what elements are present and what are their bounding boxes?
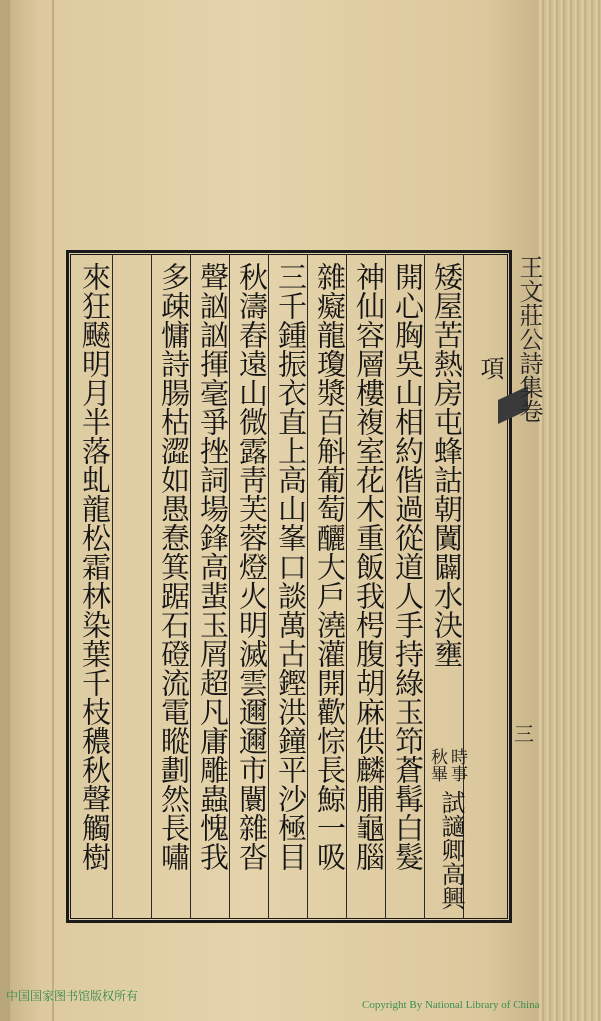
text-column-6: 秋濤舂遠山微露靑芙蓉燈火明滅雲邇邇市闤雜沓 (235, 262, 269, 871)
text-column-5: 三千鍾振衣直上高山峯口談萬古鏗洪鐘平沙極目 (274, 262, 308, 871)
margin-title: 王文莊公詩集卷 (515, 255, 543, 423)
text-column-1: 矮屋苦熱房屯蜂詁朝闐闢水決壅 (430, 262, 464, 668)
text-column-9: 來狂飇明月半落虬龍松霜林染葉千枝穠秋聲觸樹 (78, 262, 112, 871)
text-column-7: 聲訩訩揮毫爭挫詞場鋒高蜚玉屑超凡庸雕蟲愧我 (196, 262, 230, 871)
inline-note-2: 秋畢 (427, 748, 447, 782)
page-edge-stack (538, 0, 601, 1021)
text-column-2: 開心胸吳山相約偕過從道人手持綠玉笻蒼髯白髮 (391, 262, 425, 871)
text-column-3: 神仙容層樓複室花木重飯我枵腹胡麻供麟脯龜腦 (352, 262, 386, 871)
folio-number: 三 (514, 722, 534, 746)
text-column-8: 多疎慵詩腸枯澀如愚惷箕踞石磴流電瞛劃然長嘯 (157, 262, 191, 871)
column-rule (112, 254, 113, 919)
binding-gutter (0, 0, 10, 1021)
fold-line (52, 0, 54, 1021)
text-column-4: 雜癡龍瓊漿百斛葡萄釃大戶澆灌開歡悰長鯨一吸 (313, 262, 347, 871)
poem-heading: 項 (476, 356, 504, 380)
watermark-left: 中国国家图书馆版权所有 (6, 989, 139, 1003)
inline-note-1: 時事 (447, 748, 467, 782)
text-column-1-tail: 試讁卿高興 (437, 790, 465, 910)
watermark-right: Copyright By National Library of China (362, 999, 540, 1011)
